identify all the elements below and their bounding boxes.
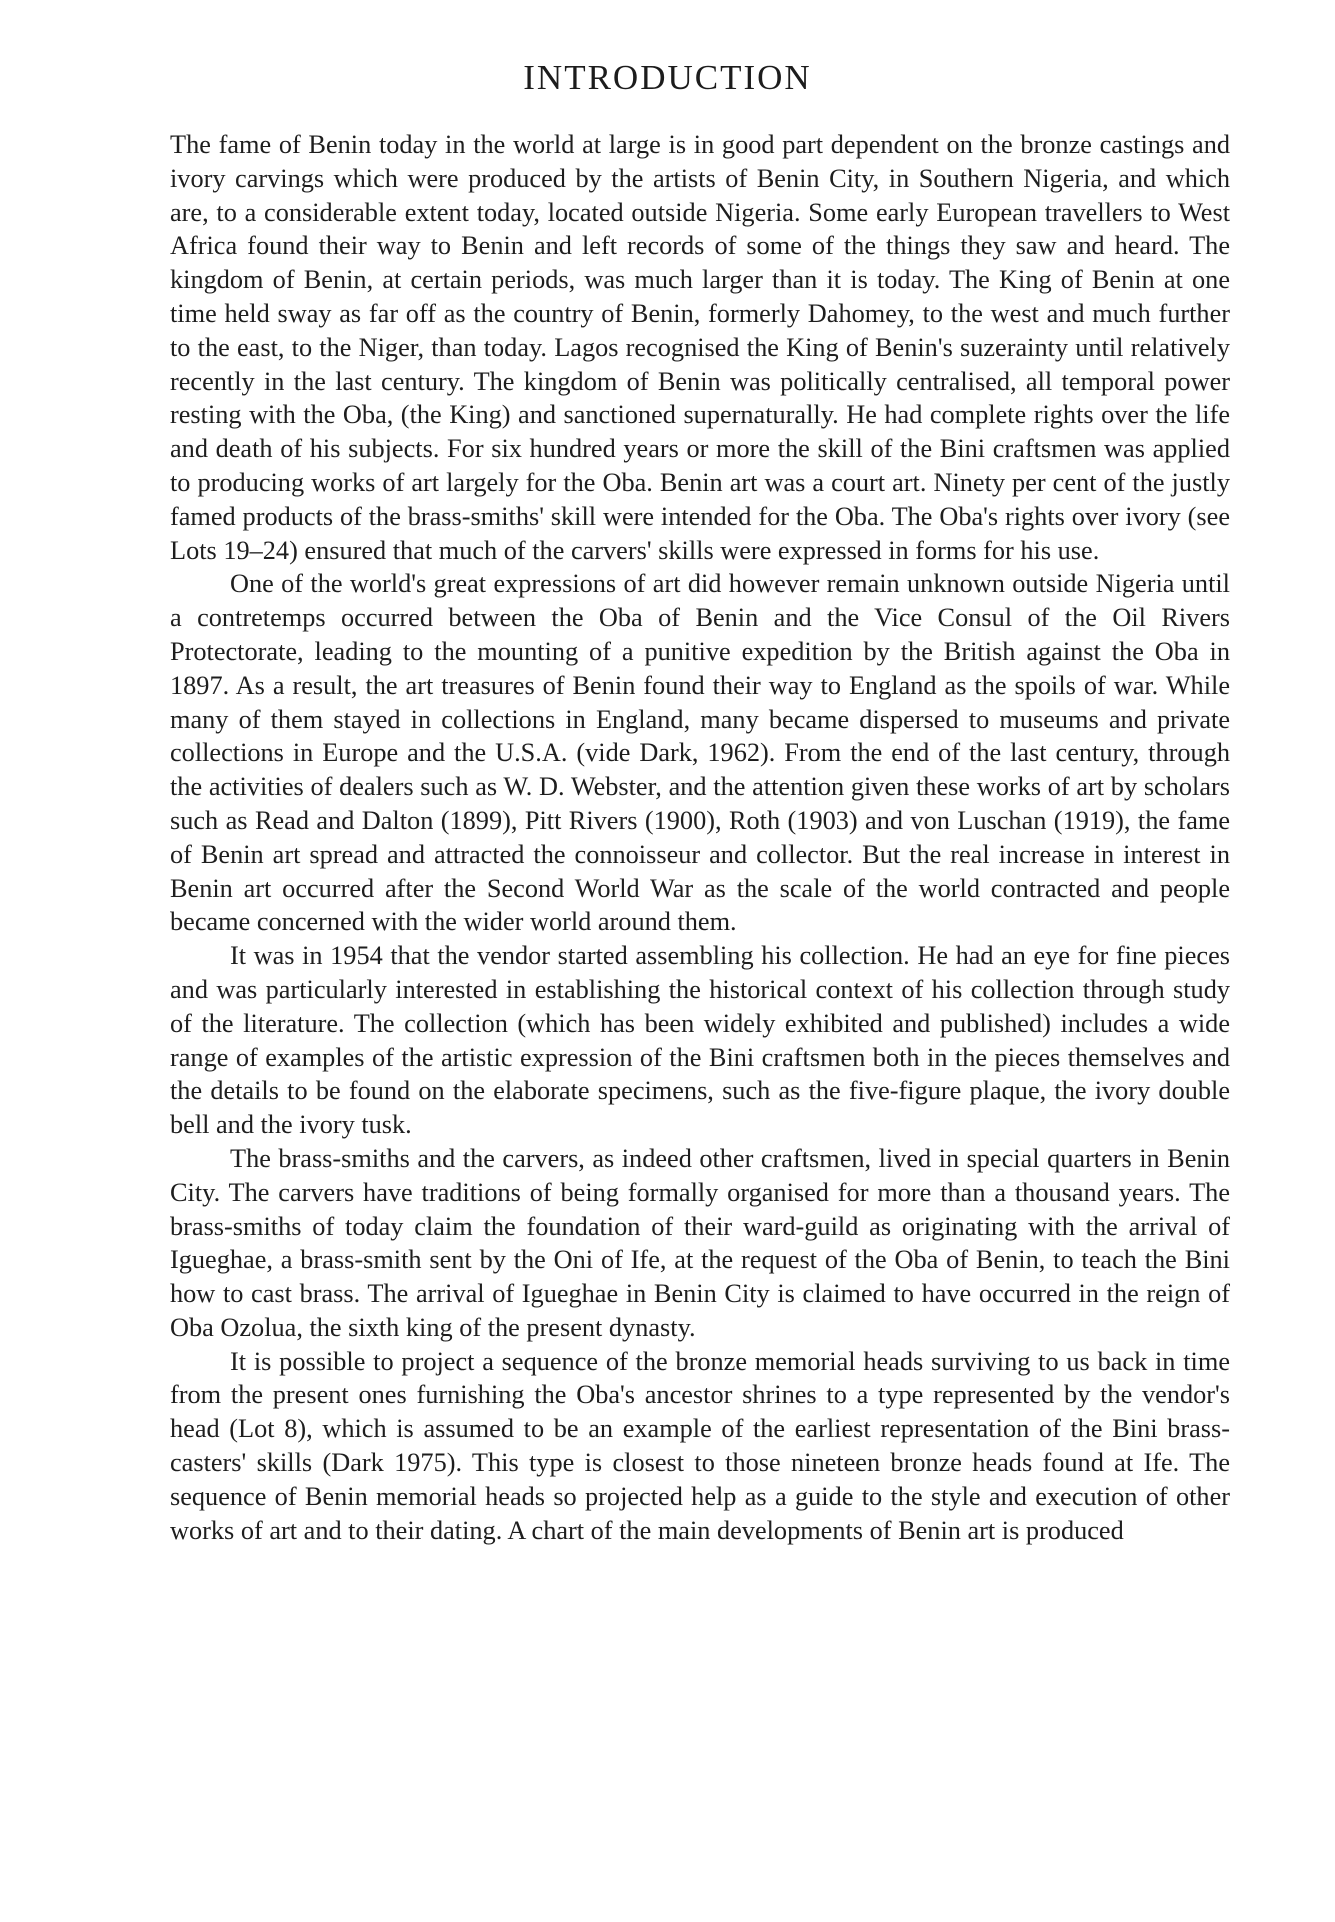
- page-title: INTRODUCTION: [523, 58, 812, 97]
- body-text: [170, 128, 1230, 1547]
- paragraph-1: The fame of Benin today in the world at large is in good part dependent on the bronze castings and ivory carvings which were produced by the artists of Benin City, in Southern Nigeria, and which are, to a considerable extent today, located outside Nigeria. Some early European travellers to West Africa found their way to Benin and left records of some of the things they saw and heard. The kingdom of Benin, at certain periods, was much larger than it is today. The King of Benin at one time held sway as far off as the country of Benin, formerly Dahomey, to the west and much further to the east, to the Niger, than today. Lagos recognised the King of Benin's suzerainty until relatively recently in the last century. The kingdom of Benin was politically centralised, all temporal power resting with the Oba, (the King) and sanctioned supernaturally. He had complete rights over the life and death of his subjects. For six hundred years or more the skill of the Bini craftsmen was applied to producing works of art largely for the Oba. Benin art was a court art. Ninety per cent of the justly famed products of the brass-smiths' skill were intended for the Oba. The Oba's rights over ivory (see Lots 19–24) ensured that much of the carvers' skills were expressed in forms for his use.: [170, 130, 1230, 565]
- paragraph-3: It was in 1954 that the vendor started assembling his collection. He had an eye for fine pieces and was particularly interested in establishing the historical context of his collection through study of the literature. The collection (which has been widely exhibited and published) includes a wide range of examples of the artistic expression of the Bini craftsmen both in the pieces themselves and the details to be found on the elaborate specimens, such as the five-figure plaque, the ivory double bell and the ivory tusk.: [170, 941, 1230, 1140]
- paragraph-5: It is possible to project a sequence of the bronze memorial heads surviving to us back in time from the present ones furnishing the Oba's ancestor shrines to a type represented by the vendor's head (Lot 8), which is assumed to be an example of the earliest representation of the Bini brass-casters' skills (Dark 1975). This type is closest to those nineteen bronze heads found at Ife. The sequence of Benin memorial heads so projected help as a guide to the style and execution of other works of art and to their dating. A chart of the main developments of Benin art is produced: [170, 1346, 1230, 1545]
- paragraph-4: The brass-smiths and the carvers, as indeed other craftsmen, lived in special quarters in Benin City. The carvers have traditions of being formally organised for more than a thousand years. The brass-smiths of today claim the foundation of their ward-guild as originating with the arrival of Igueghae, a brass-smith sent by the Oni of Ife, at the request of the Oba of Benin, to teach the Bini how to cast brass. The arrival of Igueghae in Benin City is claimed to have occurred in the reign of Oba Ozolua, the sixth king of the present dynasty.: [170, 1143, 1230, 1342]
- paragraph-2: One of the world's great expressions of art did however remain unknown outside Nigeria until a contretemps occurred between the Oba of Benin and the Vice Consul of the Oil Rivers Protectorate, leading to the mounting of a punitive expedition by the British against the Oba in 1897. As a result, the art treasures of Benin found their way to England as the spoils of war. While many of them stayed in collections in England, many became dispersed to museums and private collections in Europe and the U.S.A. (vide Dark, 1962). From the end of the last century, through the activities of dealers such as W. D. Webster, and the attention given these works of art by scholars such as Read and Dalton (1899), Pitt Rivers (1900), Roth (1903) and von Luschan (1919), the fame of Benin art spread and attracted the connoisseur and collector. But the real increase in interest in Benin art occurred after the Second World War as the scale of the world contracted and people became concerned with the wider world around them.: [170, 569, 1230, 937]
